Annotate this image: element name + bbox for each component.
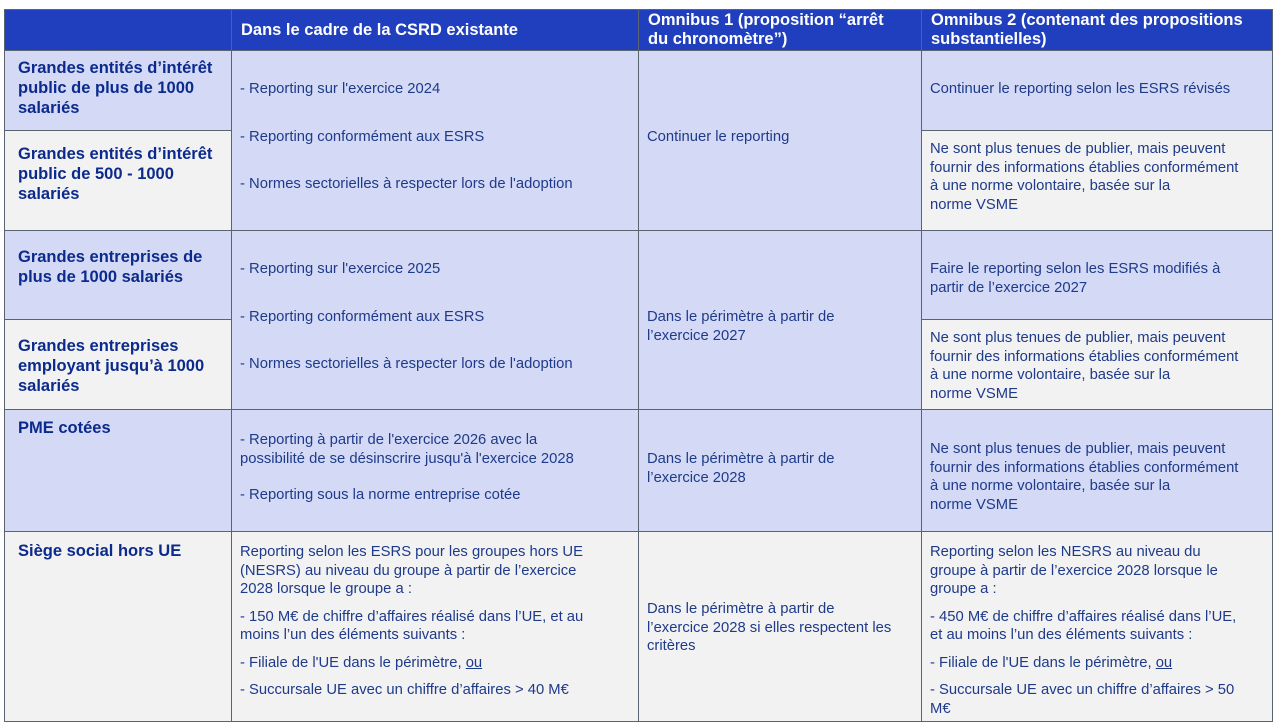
- header-omnibus-1: Omnibus 1 (proposition “arrêt du chronomètre”): [639, 10, 922, 51]
- omnibus2-large-pie-over-1000: Continuer le reporting selon les ESRS révisés: [922, 51, 1273, 131]
- row-label-large-companies-up-to-1000: Grandes entreprises employant jusqu’à 1000 salariés: [5, 320, 232, 410]
- row-label-large-companies-over-1000: Grandes entreprises de plus de 1000 salariés: [5, 231, 232, 320]
- omnibus2-large-pie-500-1000: Ne sont plus tenues de publier, mais peuvent fournir des informations établies conformément à une norme volontaire, basée sur la norme VSME: [922, 131, 1273, 231]
- omnibus1-outside-eu: Dans le périmètre à partir de l’exercice 2028 si elles respectent les critères: [639, 532, 922, 722]
- csrd-outside-eu: Reporting selon les ESRS pour les groupes hors UE (NESRS) au niveau du groupe à partir de l’exercice 2028 lorsque le groupe a : - 150 M€ de chiffre d’affaires réalisé dans l’UE, et au moins l’un des éléments suivants : - Filiale de l'UE dans le périmètre, ou - Succursale UE avec un chiffre d’affaires > 40 M€: [232, 532, 639, 722]
- row-label-listed-sme: PME cotées: [5, 410, 232, 532]
- omnibus1-group-pie: Continuer le reporting: [639, 51, 922, 231]
- header-csrd: Dans le cadre de la CSRD existante: [232, 10, 639, 51]
- omnibus1-listed-sme: Dans le périmètre à partir de l’exercice 2028: [639, 410, 922, 532]
- omnibus2-listed-sme: Ne sont plus tenues de publier, mais peuvent fournir des informations établies conformément à une norme volontaire, basée sur la norme VSME: [922, 410, 1273, 532]
- csrd-group-pie: - Reporting sur l'exercice 2024 - Reporting conformément aux ESRS - Normes sectorielles à respecter lors de l'adoption: [232, 51, 639, 231]
- csrd-listed-sme: - Reporting à partir de l'exercice 2026 avec la possibilité de se désinscrire jusqu'à l'exercice 2028 - Reporting sous la norme entreprise cotée: [232, 410, 639, 532]
- row-label-large-pie-over-1000: Grandes entités d’intérêt public de plus de 1000 salariés: [5, 51, 232, 131]
- header-omnibus-2: Omnibus 2 (contenant des propositions substantielles): [922, 10, 1273, 51]
- csrd-group-large-companies: - Reporting sur l'exercice 2025 - Reporting conformément aux ESRS - Normes sectorielles à respecter lors de l'adoption: [232, 231, 639, 410]
- header-empty-cell: [5, 10, 232, 51]
- row-label-large-pie-500-1000: Grandes entités d’intérêt public de 500 - 1000 salariés: [5, 131, 232, 231]
- omnibus1-group-large-companies: Dans le périmètre à partir de l’exercice 2027: [639, 231, 922, 410]
- omnibus2-outside-eu: Reporting selon les NESRS au niveau du groupe à partir de l’exercice 2028 lorsque le groupe a : - 450 M€ de chiffre d’affaires réalisé dans l’UE, et au moins l’un des éléments suivants : - Filiale de l'UE dans le périmètre, ou - Succursale UE avec un chiffre d’affaires > 50 M€: [922, 532, 1273, 722]
- omnibus2-large-companies-over-1000: Faire le reporting selon les ESRS modifiés à partir de l’exercice 2027: [922, 231, 1273, 320]
- omnibus2-large-companies-up-to-1000: Ne sont plus tenues de publier, mais peuvent fournir des informations établies conformément à une norme volontaire, basée sur la norme VSME: [922, 320, 1273, 410]
- row-label-headquarters-outside-eu: Siège social hors UE: [5, 532, 232, 722]
